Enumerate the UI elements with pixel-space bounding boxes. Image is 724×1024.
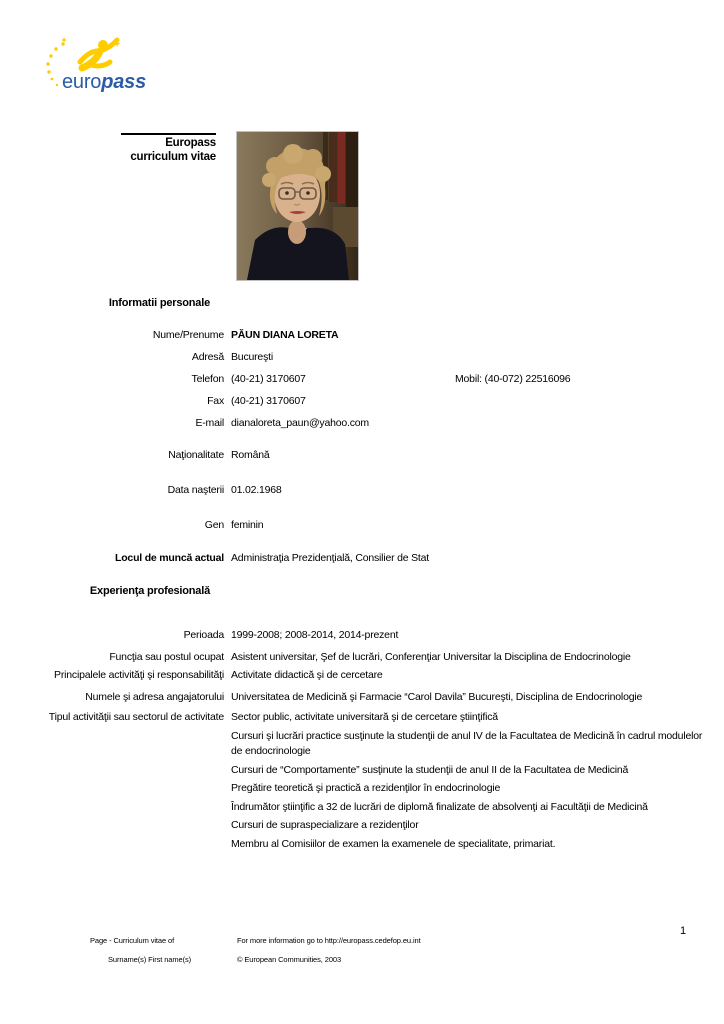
sector-list-item: Sector public, activitate universitară şi de cercetare ştiinţifică bbox=[231, 711, 498, 723]
gender-value: feminin bbox=[231, 519, 264, 531]
activities-value: Activitate didactică şi de cercetare bbox=[231, 669, 383, 681]
email-value: dianaloreta_paun@yahoo.com bbox=[231, 417, 369, 429]
position-value: Asistent universitar, Şef de lucrări, Conferenţiar Universitar la Disciplina de Endocrinologie bbox=[231, 651, 631, 663]
section-experience bbox=[40, 584, 707, 599]
footer-copyright: © European Communities, 2003 bbox=[237, 955, 342, 964]
row-nationality bbox=[40, 448, 707, 463]
row-phone bbox=[40, 372, 707, 387]
title-line-1: Europass bbox=[165, 137, 216, 149]
address-label: Adresă bbox=[191, 351, 224, 363]
row-period bbox=[40, 628, 707, 643]
employer-value: Universitatea de Medicină şi Farmacie “Carol Davila” Bucureşti, Disciplina de Endocrinologie bbox=[231, 691, 643, 703]
sector-list-item: Cursuri de “Comportamente” susţinute la studenţii de anul II de la Facultatea de Medicină bbox=[231, 763, 629, 776]
current-job-value: Administraţia Prezidenţială, Consilier de Stat bbox=[231, 552, 429, 564]
leaping-figure-icon bbox=[80, 40, 121, 68]
period-value: 1999-2008; 2008-2014, 2014-prezent bbox=[231, 629, 399, 641]
nationality-label: Naţionalitate bbox=[168, 449, 224, 461]
portrait-photo bbox=[236, 131, 359, 281]
phone-number: (40-21) 3170607 bbox=[231, 373, 306, 385]
row-position bbox=[40, 650, 707, 665]
row-birthdate bbox=[40, 483, 707, 498]
sector-value bbox=[230, 710, 707, 855]
email-label: E-mail bbox=[195, 417, 224, 429]
section-personal-info bbox=[40, 296, 707, 311]
sector-list-item: Cursuri de supraspecializare a rezidenţilor bbox=[231, 819, 419, 831]
period-label: Perioada bbox=[183, 629, 224, 641]
sector-list-item: Pregătire teoretică şi practică a rezidenţilor în endocrinologie bbox=[231, 782, 501, 794]
row-email bbox=[40, 416, 707, 431]
page-footer bbox=[40, 936, 707, 974]
address-value: Bucureşti bbox=[231, 351, 273, 363]
position-label: Funcţia sau postul ocupat bbox=[109, 651, 224, 663]
fax-value: (40-21) 3170607 bbox=[231, 395, 306, 407]
logo-wordmark: europass bbox=[62, 71, 147, 93]
fax-label: Fax bbox=[207, 395, 224, 407]
birthdate-value: 01.02.1968 bbox=[231, 484, 282, 496]
mobile-number: Mobil: (40-072) 22516096 bbox=[455, 373, 571, 385]
document-title bbox=[40, 133, 216, 164]
title-line-2: curriculum vitae bbox=[130, 151, 216, 163]
experience-title: Experienţa profesională bbox=[89, 585, 210, 597]
footer-surname-caption: Surname(s) First name(s) bbox=[108, 955, 192, 964]
name-value: PĂUN DIANA LORETA bbox=[231, 329, 339, 341]
current-job-label: Locul de muncă actual bbox=[115, 552, 224, 564]
employer-label: Numele şi adresa angajatorului bbox=[85, 691, 224, 703]
sector-list-item: Îndrumător ştiinţific a 32 de lucrări de diplomă finalizate de absolvenţi ai Facultăţii de Medicină bbox=[231, 800, 648, 813]
row-name bbox=[40, 328, 707, 343]
footer-more-info: For more information go to http://europass.cedefop.eu.int bbox=[237, 936, 421, 945]
sector-label: Tipul activităţii sau sectorul de activitate bbox=[48, 711, 224, 723]
phone-label: Telefon bbox=[191, 373, 224, 385]
birthdate-label: Data naşterii bbox=[167, 484, 224, 496]
phone-value bbox=[230, 372, 707, 387]
name-label: Nume/Prenume bbox=[152, 329, 224, 341]
footer-info-block bbox=[237, 936, 707, 974]
cv-content bbox=[40, 296, 707, 855]
page-number: 1 bbox=[680, 925, 686, 937]
row-activity-sector bbox=[40, 710, 707, 855]
row-fax bbox=[40, 394, 707, 409]
europass-logo bbox=[40, 36, 150, 96]
title-rule-divider bbox=[121, 133, 216, 135]
activities-label: Principalele activităţi şi responsabilităţi bbox=[54, 669, 224, 681]
row-gender bbox=[40, 518, 707, 533]
sector-list-item: Cursuri şi lucrări practice susţinute la studenţii de anul IV de la Facultatea de Medicină în cadrul modulelor de endocrinologie bbox=[231, 729, 703, 757]
europass-logo-graphic bbox=[40, 36, 150, 96]
row-current-job bbox=[40, 551, 707, 566]
row-address bbox=[40, 350, 707, 365]
sector-list-item: Membru al Comisiilor de examen la examenele de specialitate, primariat. bbox=[231, 837, 556, 850]
gender-label: Gen bbox=[204, 519, 224, 531]
personal-info-title: Informatii personale bbox=[108, 297, 210, 309]
footer-page-caption: Page - Curriculum vitae of bbox=[90, 936, 175, 945]
row-activities bbox=[40, 668, 707, 683]
footer-left-block bbox=[40, 936, 237, 974]
row-employer bbox=[40, 690, 707, 705]
nationality-value: Română bbox=[231, 449, 270, 461]
